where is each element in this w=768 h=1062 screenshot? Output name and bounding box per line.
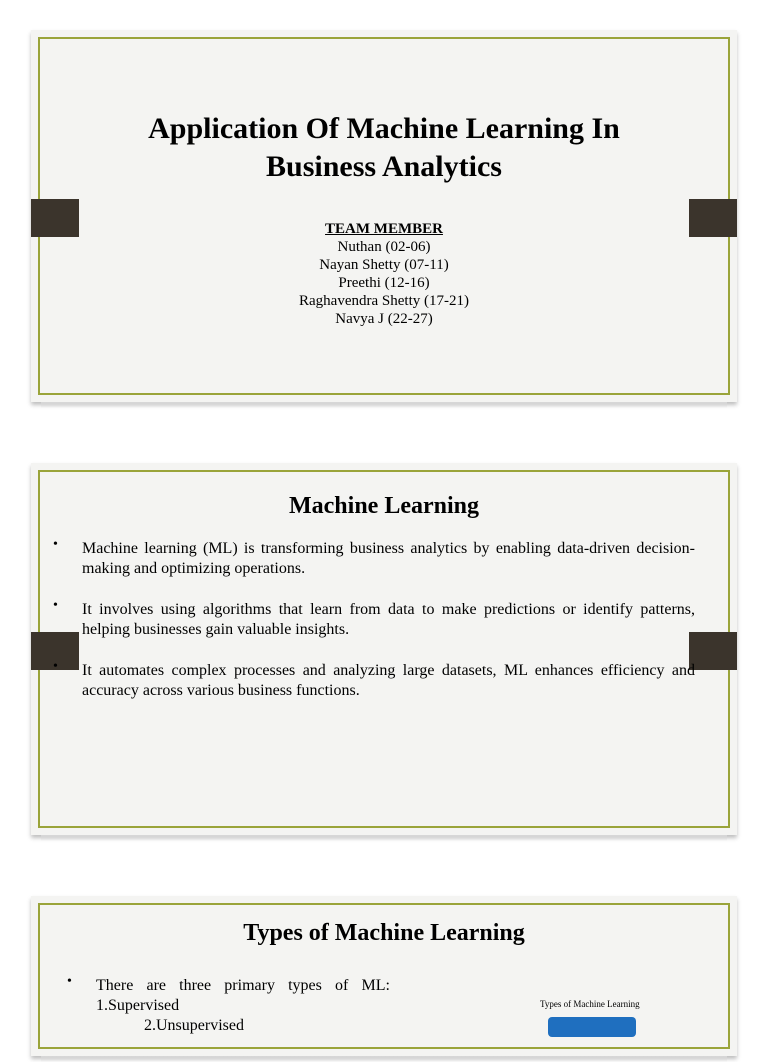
- bullet-icon: •: [53, 537, 58, 552]
- team-member: Raghavendra Shetty (17-21): [299, 293, 469, 309]
- slide-frame: [38, 37, 730, 395]
- team-member: Nayan Shetty (07-11): [319, 257, 449, 273]
- slide-title: Machine Learning: [289, 493, 479, 519]
- bullet-text: Machine learning (ML) is transforming business analytics by enabling data-driven decision-making and optimizing operations.: [82, 540, 695, 577]
- right-tab-decoration: [689, 632, 737, 670]
- types-of-ml-slide: [31, 896, 737, 1056]
- types-intro-line: [96, 976, 390, 996]
- bullet-item: [53, 598, 695, 640]
- diagram-title: Types of Machine Learning: [540, 999, 640, 1009]
- word: three: [179, 977, 212, 994]
- type-item-supervised: 1.Supervised: [96, 997, 180, 1014]
- word: are: [146, 977, 166, 994]
- bullet-item: [53, 659, 695, 701]
- team-member: Nuthan (02-06): [337, 239, 431, 255]
- type-item-unsupervised: 2.Unsupervised: [144, 1017, 244, 1034]
- word: ML:: [361, 977, 390, 994]
- presentation-title: Application Of Machine Learning In Business Analytics: [148, 112, 620, 183]
- word: There: [96, 977, 134, 994]
- word: types: [288, 977, 322, 994]
- diagram-box: [548, 1017, 636, 1037]
- machine-learning-slide: [31, 463, 737, 835]
- slide-title: Types of Machine Learning: [243, 920, 525, 946]
- bullet-icon: •: [53, 598, 58, 613]
- title-slide: [31, 30, 737, 402]
- bullet-text: It involves using algorithms that learn from data to make predictions or identify patterns, helping businesses gain valuable insights.: [82, 601, 695, 638]
- bullet-icon: •: [53, 659, 58, 674]
- bullet-icon: •: [67, 974, 72, 989]
- bullet-list: [53, 537, 695, 722]
- bullet-text: It automates complex processes and analyzing large datasets, ML enhances efficiency and accuracy across various business functions.: [82, 662, 695, 699]
- bullet-item: [53, 537, 695, 579]
- team-member: Preethi (12-16): [338, 275, 430, 291]
- word: of: [335, 977, 349, 994]
- team-members-block: [31, 220, 737, 328]
- team-heading: TEAM MEMBER: [325, 221, 443, 237]
- word: primary: [224, 977, 275, 994]
- types-bullet: [67, 974, 390, 1036]
- team-member: Navya J (22-27): [335, 311, 433, 327]
